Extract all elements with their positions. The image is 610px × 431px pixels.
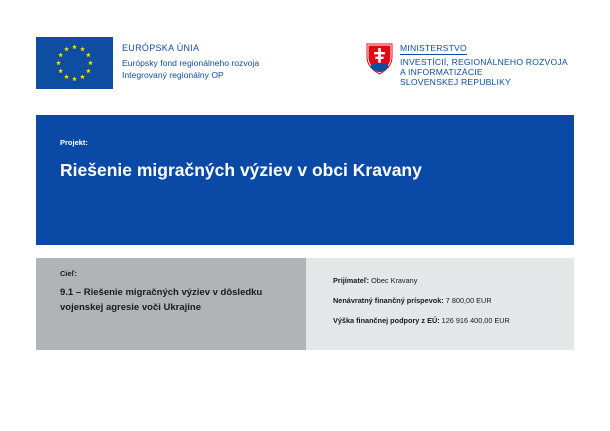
eu-star-icon [80,47,85,52]
eu-star-icon [64,47,69,52]
eu-support-label: Výška finančnej podpory z EÚ: [333,316,440,325]
goal-text: 9.1 – Riešenie migračných výziev v dôsledku vojenskej agresie voči Ukrajine [60,287,263,313]
funding-info-panel [306,258,574,350]
eu-star-icon [80,74,85,79]
eu-support-value: 126 916 400,00 EUR [441,316,510,325]
grant-value: 7 800,00 EUR [445,296,492,305]
eu-program-block [122,42,259,81]
grant-row [333,296,492,305]
recipient-row [333,276,417,285]
eu-title: EURÓPSKA ÚNIA [122,43,200,53]
eu-star-icon [86,68,91,73]
eu-star-icon [88,60,93,65]
eu-fund-name: Európsky fond regionálneho rozvoja [122,58,260,68]
eu-flag-icon [36,37,113,89]
ministry-block [400,43,568,87]
grant-label: Nenávratný finančný príspevok: [333,296,444,305]
eu-star-icon [58,68,63,73]
goal-panel [36,258,306,350]
eu-star-icon [64,74,69,79]
recipient-label: Prijímateľ: [333,276,370,285]
goal-label: Cieľ: [60,269,78,278]
slovak-coat-of-arms-icon [366,43,393,75]
eu-support-row [333,316,510,325]
eu-star-icon [72,44,77,49]
recipient-value: Obec Kravany [371,276,418,285]
eu-star-icon [56,60,61,65]
ministry-name-line2: A INFORMATIZÁCIE [400,67,483,77]
eu-star-icon [58,52,63,57]
eu-star-icon [86,52,91,57]
project-banner [36,115,574,245]
project-title: Riešenie migračných výziev v obci Kravany [60,160,422,180]
eu-star-icon [72,76,77,81]
ministry-name-line1: INVESTÍCIÍ, REGIONÁLNEHO ROZVOJA [400,57,568,67]
eu-op-name: Integrovaný regionálny OP [122,70,224,80]
project-label: Projekt: [60,138,88,147]
ministry-title: MINISTERSTVO [400,43,467,53]
ministry-name-line3: SLOVENSKEJ REPUBLIKY [400,77,511,87]
